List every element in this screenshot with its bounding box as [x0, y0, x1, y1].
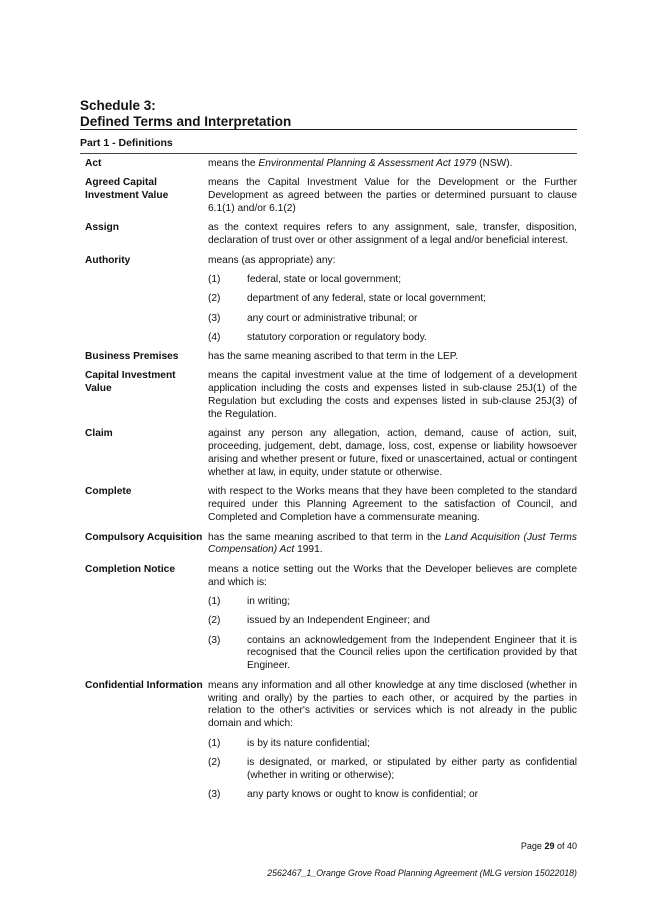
definition-body [208, 255, 577, 345]
definition-term: Agreed Capital Investment Value [85, 177, 169, 202]
definition-text [208, 532, 577, 558]
sub-item-number: (1) [208, 595, 221, 607]
definition-term: Compulsory Acquisition [85, 531, 203, 543]
sub-item-text: any party knows or ought to know is confidential; or [247, 789, 479, 801]
definition-body [208, 564, 577, 674]
heading-rule [80, 129, 577, 130]
definition-text [208, 158, 577, 171]
definitions-list [85, 158, 577, 808]
definition-entry [85, 532, 577, 558]
sub-item-number: (1) [208, 273, 221, 285]
definition-text: means (as appropriate) any: [208, 254, 336, 266]
definition-term: Business Premises [85, 351, 179, 363]
sub-item-text: federal, state or local government; [247, 273, 402, 285]
definition-body [208, 680, 577, 802]
sub-item-number: (3) [208, 634, 221, 646]
schedule-heading [80, 98, 577, 130]
definition-entry [85, 351, 577, 364]
definition-body [208, 370, 577, 422]
definition-text-part: means the [208, 158, 259, 169]
sub-item [208, 293, 577, 306]
sub-item [208, 615, 577, 628]
sub-item-text: is designated, or marked, or stipulated by either party as confidential (whether in writing or otherwise); [247, 756, 577, 781]
sub-item [208, 738, 577, 751]
sub-item [208, 757, 577, 783]
sub-item-text: is by its nature confidential; [247, 737, 370, 749]
definition-entry [85, 370, 577, 422]
definition-text: means any information and all other knowledge at any time disclosed (whether in writing and orally) by the parties to each other, or acquired by the parties in relation to the other's activities or services which is not already in the public domain and which: [208, 679, 577, 730]
definition-text: as the context requires refers to any assignment, sale, transfer, disposition, declaration of trust over or other assignment of a legal and/or beneficial interest. [208, 222, 577, 247]
definition-term: Act [85, 158, 102, 169]
sub-item-number: (2) [208, 756, 221, 768]
definition-term: Assign [85, 222, 119, 234]
definition-text: with respect to the Works means that they have been completed to the standard required under this Planning Agreement to the satisfaction of Council, and Completed and Completion have a commensurate meaning. [208, 486, 577, 524]
page-number: Page 29 of 40 [520, 841, 577, 851]
definition-text: means the Capital Investment Value for the Development or the Further Development as agreed between the parties or determined pursuant to clause 6.1(1) and/or 6.1(2) [208, 177, 577, 215]
definition-entry [85, 158, 577, 171]
definition-entry [85, 486, 577, 525]
sub-item-list [208, 274, 577, 345]
statute-title: Land Acquisition (Just Terms Compensation) Act [208, 531, 578, 556]
sub-item-text: issued by an Independent Engineer; and [247, 615, 430, 627]
definition-body [208, 486, 577, 525]
sub-item-text: in writing; [247, 595, 291, 607]
definition-body [208, 428, 577, 480]
definition-body [208, 177, 577, 216]
definition-entry [85, 255, 577, 345]
sub-item [208, 789, 577, 802]
definition-term: Claim [85, 428, 113, 440]
statute-title: Environmental Planning & Assessment Act 1979 [258, 158, 477, 169]
sub-item [208, 635, 577, 674]
definition-text: means a notice setting out the Works that the Developer believes are complete and which is: [208, 563, 577, 588]
sub-item-text: department of any federal, state or local government; [247, 293, 486, 305]
definition-body [208, 351, 577, 364]
definition-entry [85, 222, 577, 248]
definition-entry [85, 680, 577, 802]
definition-term: Completion Notice [85, 563, 175, 575]
sub-item-number: (1) [208, 737, 221, 749]
definition-term: Authority [85, 254, 131, 266]
sub-item-number: (2) [208, 615, 221, 627]
sub-item-text: statutory corporation or regulatory body. [247, 331, 427, 343]
sub-item-number: (4) [208, 331, 221, 343]
definition-body [208, 222, 577, 248]
schedule-number: Schedule 3: [80, 98, 156, 113]
part-heading: Part 1 - Definitions [80, 137, 173, 149]
part-rule [80, 153, 577, 154]
definition-text-part: (NSW). [476, 158, 513, 169]
definition-entry [85, 564, 577, 674]
definition-entry [85, 428, 577, 480]
definition-text: has the same meaning ascribed to that term in the LEP. [208, 351, 459, 363]
sub-item-number: (3) [208, 789, 221, 801]
definition-term: Confidential Information [85, 679, 203, 691]
sub-item-number: (3) [208, 312, 221, 324]
sub-item-text: any court or administrative tribunal; or [247, 312, 418, 324]
definition-term: Complete [85, 486, 132, 498]
document-footer: 2562467_1_Orange Grove Road Planning Agreement (MLG version 15022018) [267, 868, 577, 878]
definition-body [208, 532, 577, 558]
sub-item [208, 332, 577, 345]
definition-entry [85, 177, 577, 216]
schedule-title: Defined Terms and Interpretation [80, 114, 292, 129]
definition-text-part: has the same meaning ascribed to that term in the [208, 531, 445, 543]
sub-item-list [208, 596, 577, 673]
sub-item-text: contains an acknowledgement from the Independent Engineer that it is recognised that the Council relies upon the certification provided by that Engineer. [247, 634, 577, 672]
definition-body [208, 158, 577, 171]
sub-item-list [208, 738, 577, 802]
definition-text: against any person any allegation, action, demand, cause of action, suit, proceeding, judgement, debt, damage, loss, cost, expense or liability howsoever arising and whether present or future, fixed or unascertained, actual or contingent whether at law, in equity, under statute or otherwise. [208, 428, 577, 479]
definition-term: Capital Investment Value [85, 370, 176, 395]
sub-item [208, 274, 577, 287]
definition-text-part: 1991. [294, 544, 323, 556]
sub-item [208, 596, 577, 609]
sub-item-number: (2) [208, 293, 221, 305]
sub-item [208, 313, 577, 326]
definition-text: means the capital investment value at the time of lodgement of a development application including the costs and expenses listed in sub-clause 25J(1) of the Regulation but excluding the costs and expenses listed in sub-clause 25J(3) of the Regulation. [208, 370, 577, 421]
